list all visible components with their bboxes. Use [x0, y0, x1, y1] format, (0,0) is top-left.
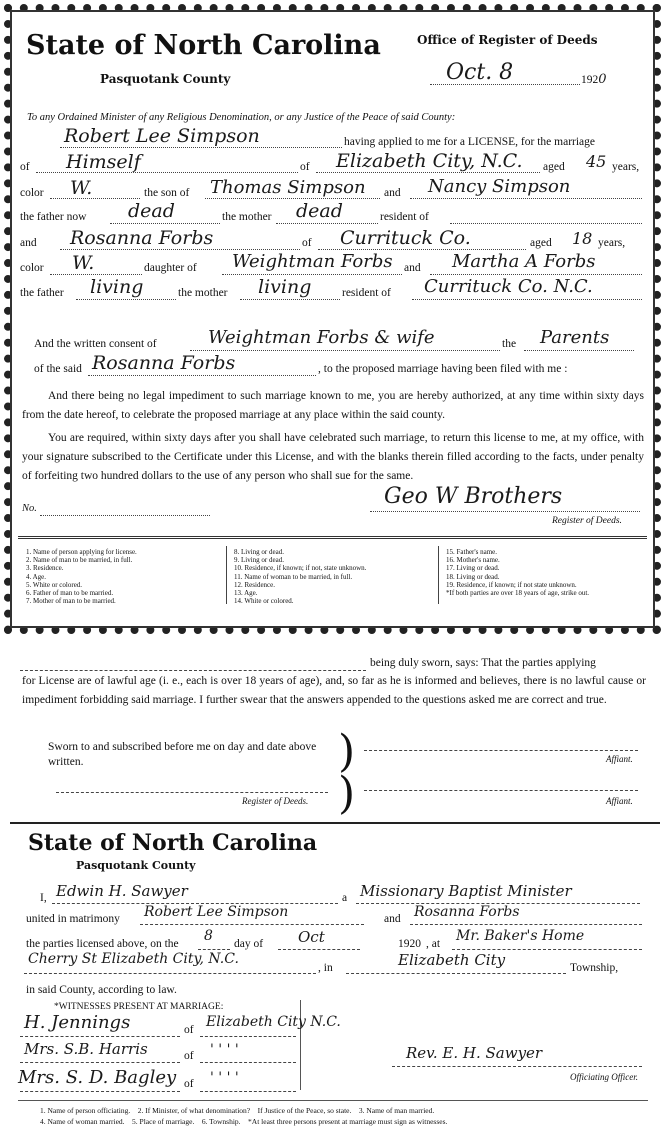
cert-township-line: [346, 973, 566, 974]
witness-1-place-line: [200, 1036, 296, 1037]
witness-2-place-line: [200, 1062, 296, 1063]
man-residence: Elizabeth City, N.C.: [336, 150, 523, 172]
affiant2-label: Affiant.: [606, 796, 633, 806]
mother-label-2: the mother: [178, 287, 228, 299]
officer-line: [392, 1066, 642, 1067]
woman-color: W.: [72, 252, 95, 274]
date-line: [430, 84, 580, 85]
license-year: 1920: [581, 72, 607, 87]
man-father: Thomas Simpson: [210, 177, 366, 198]
cert-day-line: [198, 949, 230, 950]
man-name: Himself: [66, 151, 141, 173]
witness-1-name: H. Jennings: [24, 1012, 131, 1033]
son-of-label: the son of: [144, 187, 190, 199]
consent-of-line: [190, 350, 500, 351]
woman-father-status-line: [76, 299, 176, 300]
color-label-2: color: [20, 262, 44, 274]
man-mother-status-line: [276, 223, 378, 224]
officer-label: Officiating Officer.: [570, 1072, 638, 1082]
consent-label: And the written consent of: [34, 338, 157, 350]
affidavit-lead: being duly sworn, says: That the parties applying: [370, 657, 596, 669]
woman-residence: Currituck Co.: [340, 227, 471, 249]
no-label: No.: [22, 503, 37, 514]
affidavit-name-line: [20, 670, 366, 671]
brace-1: ): [338, 726, 356, 777]
legend-col3: 15. Father's name. 16. Mother's name. 17. Living or dead. 18. Living or dead. 19. Residence, if known; if not state unknown. *If both parties are over 18 years of age, strike out.: [446, 548, 590, 598]
at-label: , at: [426, 938, 441, 950]
witness-1-line: [20, 1036, 180, 1037]
license-date: Oct. 8: [446, 60, 514, 85]
certificate-top-rule: [10, 822, 660, 824]
cert-place2-line: [24, 973, 316, 974]
intro-text: To any Ordained Minister of any Religious Denomination, or any Justice of the Peace of said County:: [27, 112, 456, 123]
cert-woman-name: Rosanna Forbs: [414, 904, 520, 920]
resident-of-label: resident of: [380, 211, 429, 223]
witness-2-name: Mrs. S.B. Harris: [24, 1040, 148, 1058]
consent-name: Rosanna Forbs: [92, 352, 236, 374]
sworn-text: Sworn to and subscribed before me on day and date above written.: [48, 741, 317, 768]
cert-month: Oct: [298, 928, 325, 946]
state-title: State of North Carolina: [26, 30, 381, 61]
consent-relation: Parents: [540, 327, 610, 348]
authorization-paragraph: And there being no legal impediment to such marriage known to me, you are hereby authorized, at any time within sixty days from the date hereof, to celebrate the proposed marriage at any place within the said county.: [22, 390, 644, 421]
of-label-2: of: [300, 161, 310, 173]
cert-day: 8: [204, 928, 213, 944]
cert-place: Mr. Baker's Home: [456, 928, 585, 944]
cert-and-label: and: [384, 913, 401, 925]
witness-2-line: [20, 1062, 180, 1063]
woman-mother: Martha A Forbs: [452, 251, 596, 272]
years-label: years,: [612, 161, 640, 173]
applicant-name: Robert Lee Simpson: [64, 125, 260, 147]
officer-signature: Rev. E. H. Sawyer: [406, 1044, 543, 1062]
no-line: [40, 515, 210, 516]
witness-3-of: of: [184, 1078, 194, 1090]
certificate-legend-rule: [18, 1100, 648, 1101]
certificate-state-title: State of North Carolina: [28, 830, 318, 856]
resident-of-label-2: resident of: [342, 287, 391, 299]
woman-color-line: [50, 274, 142, 275]
of-label-3: of: [302, 237, 312, 249]
man-father-line: [205, 198, 380, 199]
legend-col-divider-2: [438, 546, 439, 604]
woman-name-line: [60, 249, 300, 250]
witness-2-of: of: [184, 1050, 194, 1062]
man-mother: Nancy Simpson: [428, 176, 571, 197]
consent-name-line: [88, 375, 316, 376]
man-mother-line: [410, 198, 642, 199]
cert-month-line: [278, 949, 360, 950]
day-of-label: day of: [234, 938, 264, 950]
woman-parents-residence-line: [412, 299, 642, 300]
aged-label: aged: [543, 161, 565, 173]
woman-mother-status-line: [240, 299, 340, 300]
man-name-line: [36, 172, 298, 173]
legend-col-divider-1: [226, 546, 227, 604]
county-title: Pasquotank County: [100, 72, 231, 86]
a-label: a: [342, 892, 348, 904]
county-line-text: in said County, according to law.: [26, 984, 177, 996]
woman-father-line: [222, 274, 402, 275]
certificate-legend-row2: 4. Name of woman married. 5. Place of marriage. 6. Township. *At least three persons present at marriage must sign as witnesses.: [40, 1117, 448, 1126]
register-signature: Geo W Brothers: [384, 484, 563, 509]
woman-mother-status: living: [258, 276, 312, 298]
and-label-3: and: [404, 262, 421, 274]
register-signature-line: [370, 511, 640, 512]
legend-divider: [18, 536, 647, 539]
the-label: the: [502, 338, 517, 350]
office-title: Office of Register of Deeds: [417, 33, 598, 47]
of-the-said-label: of the said: [34, 363, 82, 375]
licensed-label: the parties licensed above, on the: [26, 938, 179, 950]
brace-2: ): [338, 768, 356, 819]
united-label: united in matrimony: [26, 913, 120, 925]
witness-1-place: Elizabeth City N.C.: [206, 1014, 341, 1030]
affidavit-register-label: Register of Deeds.: [242, 796, 309, 806]
years-label-2: years,: [598, 237, 626, 249]
consent-relation-line: [524, 350, 634, 351]
officiant-name: Edwin H. Sawyer: [56, 882, 188, 900]
aged-label-2: aged: [530, 237, 552, 249]
affidavit-text: for License are of lawful age (i. e., each is over 18 years of age), and, so far as he is informed and believes, there is no lawful cause or impediment forbidding said marriage. I further swear that the answers appended to the questions asked me are correct and true.: [22, 675, 646, 706]
color-label: color: [20, 187, 44, 199]
register-sign-line: [56, 792, 328, 793]
woman-father: Weightman Forbs: [232, 251, 393, 272]
township-label: Township,: [570, 962, 619, 974]
applicant-line: [60, 147, 342, 148]
and-label: and: [384, 187, 401, 199]
affiant1-label: Affiant.: [606, 754, 633, 764]
register-label: Register of Deeds.: [552, 516, 622, 526]
legend-col1: 1. Name of person applying for license. 2. Name of man to be married, in full. 3. Residence. 4. Age. 5. White or colored. 6. Father of man to be married. 7. Mother of man to be married.: [26, 548, 137, 606]
witness-3-place: ' ' ' ': [210, 1070, 239, 1086]
cert-year: 1920: [398, 938, 421, 950]
man-color-line: [50, 198, 140, 199]
legend-col2: 8. Living or dead. 9. Living or dead. 10. Residence, if known; if not, state unknown. 11. Name of woman to be married, in full. 12. Residence. 13. Age. 14. White or colored.: [234, 548, 367, 606]
woman-age: 18: [572, 229, 593, 248]
man-color: W.: [70, 177, 93, 199]
affiant2-line: [364, 790, 638, 791]
return-paragraph: You are required, within sixty days after you shall have celebrated such marriage, to return this license to me, at my office, with your signature subscribed to the Certificate under this License, and with the blanks therein filled according to the facts, under penalty of forfeiting two hundred dollars to the use of any person who shall sue for the same.: [22, 432, 644, 482]
i-label: I,: [40, 892, 47, 904]
affiant1-line: [364, 750, 638, 751]
in-label: , in: [318, 962, 333, 974]
man-father-status-line: [110, 223, 220, 224]
consent-of: Weightman Forbs & wife: [208, 327, 435, 348]
father-label: the father: [20, 287, 64, 299]
cert-place-line: [452, 949, 642, 950]
cert-woman-line: [410, 924, 642, 925]
witnesses-label: *WITNESSES PRESENT AT MARRIAGE:: [54, 1002, 224, 1012]
man-parents-residence-line: [450, 223, 642, 224]
woman-father-status: living: [90, 276, 144, 298]
woman-name: Rosanna Forbs: [70, 227, 214, 249]
man-father-status: dead: [128, 200, 175, 222]
certificate-legend-row1: 1. Name of person officiating. 2. If Minister, of what denomination? If Justice of the Peace, so state. 3. Name of man married.: [40, 1106, 435, 1115]
certificate-county: Pasquotank County: [76, 859, 196, 872]
witness-3-name: Mrs. S. D. Bagley: [18, 1067, 177, 1088]
cert-man-line: [140, 924, 364, 925]
woman-parents-residence: Currituck Co. N.C.: [424, 276, 593, 297]
daughter-of-label: daughter of: [144, 262, 197, 274]
applying-text: having applied to me for a LICENSE, for the marriage: [344, 136, 596, 148]
man-mother-status: dead: [296, 200, 343, 222]
father-now-label: the father now: [20, 211, 87, 223]
witness-1-of: of: [184, 1024, 194, 1036]
witness-3-place-line: [200, 1091, 296, 1092]
woman-residence-line: [318, 249, 526, 250]
and-label-2: and: [20, 237, 37, 249]
denomination: Missionary Baptist Minister: [360, 882, 572, 900]
cert-man-name: Robert Lee Simpson: [144, 904, 289, 920]
proposed-text: , to the proposed marriage having been filed with me :: [318, 363, 568, 375]
man-age: 45: [586, 152, 607, 171]
witness-3-line: [20, 1091, 180, 1092]
man-residence-line: [316, 172, 540, 173]
witness-2-place: ' ' ' ': [210, 1042, 239, 1058]
of-label: of: [20, 161, 30, 173]
cert-township: Elizabeth City: [398, 951, 506, 969]
cert-place-line2: Cherry St Elizabeth City, N.C.: [28, 951, 239, 967]
woman-mother-line: [430, 274, 642, 275]
mother-label: the mother: [222, 211, 272, 223]
